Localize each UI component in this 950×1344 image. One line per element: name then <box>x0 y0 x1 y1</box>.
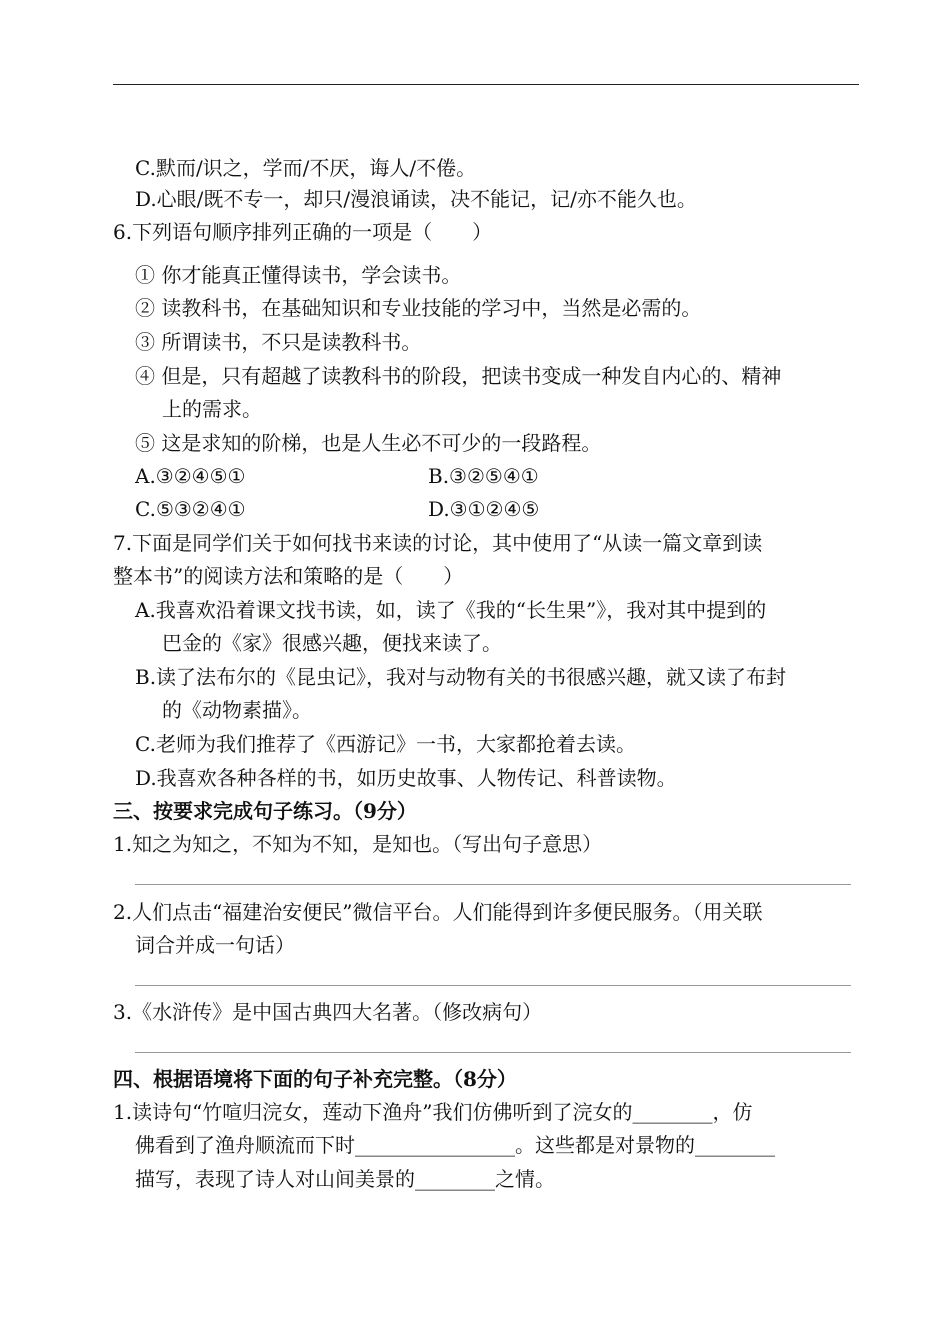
q6-option-c: C.⑤③②④① <box>135 497 246 521</box>
q5-option-d: D.心眼/既不专一，却只/漫浪诵读，决不能记，记/亦不能久也。 <box>135 187 697 211</box>
q7-stem: 7.下面是同学们关于如何找书来读的讨论，其中使用了“从读一篇文章到读 <box>113 531 763 555</box>
s3-q1: 1.知之为知之，不知为不知，是知也。（写出句子意思） <box>113 832 603 856</box>
q6-sentence-4-cont: 上的需求。 <box>162 397 262 421</box>
q7-option-b-cont: 的《动物素描》。 <box>162 698 312 722</box>
s4-q1-line-1: 1.读诗句“竹喧归浣女，莲动下渔舟”我们仿佛听到了浣女的________，仿 <box>113 1100 753 1124</box>
s3-q2: 2.人们点击“福建治安便民”微信平台。人们能得到许多便民服务。（用关联 <box>113 900 763 924</box>
q6-sentence-2: ② 读教科书，在基础知识和专业技能的学习中，当然是必需的。 <box>135 296 702 320</box>
section-4-title: 四、根据语境将下面的句子补充完整。（8分） <box>113 1067 517 1091</box>
s4-q1-line-3: 描写，表现了诗人对山间美景的________之情。 <box>135 1167 555 1191</box>
section-3-title: 三、按要求完成句子练习。（9分） <box>113 799 417 823</box>
q6-option-a: A.③②④⑤① <box>135 464 246 488</box>
s3-q3: 3.《水浒传》是中国古典四大名著。（修改病句） <box>113 1000 543 1024</box>
q7-option-a: A.我喜欢沿着课文找书读，如，读了《我的“长生果”》，我对其中提到的 <box>135 598 767 622</box>
q6-sentence-3: ③ 所谓读书，不只是读教科书。 <box>135 330 422 354</box>
q7-stem-cont: 整本书”的阅读方法和策略的是（ ） <box>113 564 464 588</box>
q6-option-b: B.③②⑤④① <box>428 464 539 488</box>
s3-q1-answer-line[interactable] <box>135 884 851 885</box>
q6-sentence-5: ⑤ 这是求知的阶梯，也是人生必不可少的一段路程。 <box>135 431 602 455</box>
s3-q2-cont: 词合并成一句话） <box>135 933 295 957</box>
q5-option-c: C.默而/识之，学而/不厌，诲人/不倦。 <box>135 156 477 180</box>
s3-q3-answer-line[interactable] <box>135 1052 851 1053</box>
q7-option-b: B.读了法布尔的《昆虫记》，我对与动物有关的书很感兴趣，就又读了布封 <box>135 665 787 689</box>
s4-q1-line-2: 佛看到了渔舟顺流而下时________________。这些都是对景物的________ <box>135 1133 775 1157</box>
q6-sentence-1: ① 你才能真正懂得读书，学会读书。 <box>135 263 462 287</box>
s3-q2-answer-line[interactable] <box>135 985 851 986</box>
q7-option-d: D.我喜欢各种各样的书，如历史故事、人物传记、科普读物。 <box>135 766 677 790</box>
q6-option-d: D.③①②④⑤ <box>428 497 540 521</box>
q7-option-a-cont: 巴金的《家》很感兴趣，便找来读了。 <box>162 631 502 655</box>
q6-sentence-4: ④ 但是，只有超越了读教科书的阶段，把读书变成一种发自内心的、精神 <box>135 364 782 388</box>
q7-option-c: C.老师为我们推荐了《西游记》一书，大家都抢着去读。 <box>135 732 636 756</box>
q6-stem: 6.下列语句顺序排列正确的一项是（ ） <box>113 220 493 244</box>
header-rule <box>113 84 859 85</box>
